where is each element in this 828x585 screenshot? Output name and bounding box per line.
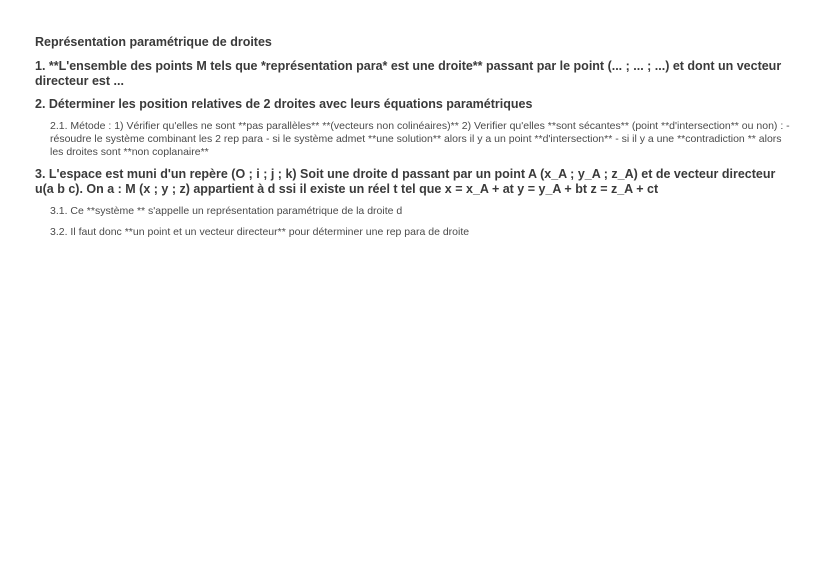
subsection-3-2: 3.2. Il faut donc **un point et un vecteur directeur** pour déterminer une rep para de droite	[50, 226, 470, 238]
section-1	[35, 59, 794, 89]
section-3-heading: 3. L'espace est muni d'un repère (O ; i ; j ; k) Soit une droite d passant par un point A (x_A ; y_A ; z_A) et de vecteur directeur u(a b c). On a : M (x ; y ; z) appartient à d ssi il existe un réel t tel que x = x_A + at y = y_A + bt z = z_A + ct	[35, 167, 776, 196]
section-1-heading: 1. **L'ensemble des points M tels que *représentation para* est une droite** passant par le point (... ; ... ; ...) et dont un vecteur directeur est ...	[35, 59, 782, 88]
section-2	[35, 97, 794, 159]
section-3	[35, 167, 794, 239]
section-2-heading: 2. Déterminer les position relatives de 2 droites avec leurs équations paramétriques	[35, 97, 533, 111]
subsection-3-1: 3.1. Ce **système ** s'appelle un représentation paramétrique de la droite d	[50, 205, 403, 217]
document-title: Représentation paramétrique de droites	[35, 35, 272, 49]
subsection-2-1: 2.1. Métode : 1) Vérifier qu'elles ne sont **pas parallèles** **(vecteurs non colinéaires)** 2) Verifier qu'elles **sont sécantes** (point **d'intersection** ou non) : - résoudre le système combinant les 2 rep para - si le système admet **une solution** alors il y a un point **d'intersection** - si il y a une **contradiction ** alors les droites sont **non coplanaire**	[50, 120, 790, 158]
